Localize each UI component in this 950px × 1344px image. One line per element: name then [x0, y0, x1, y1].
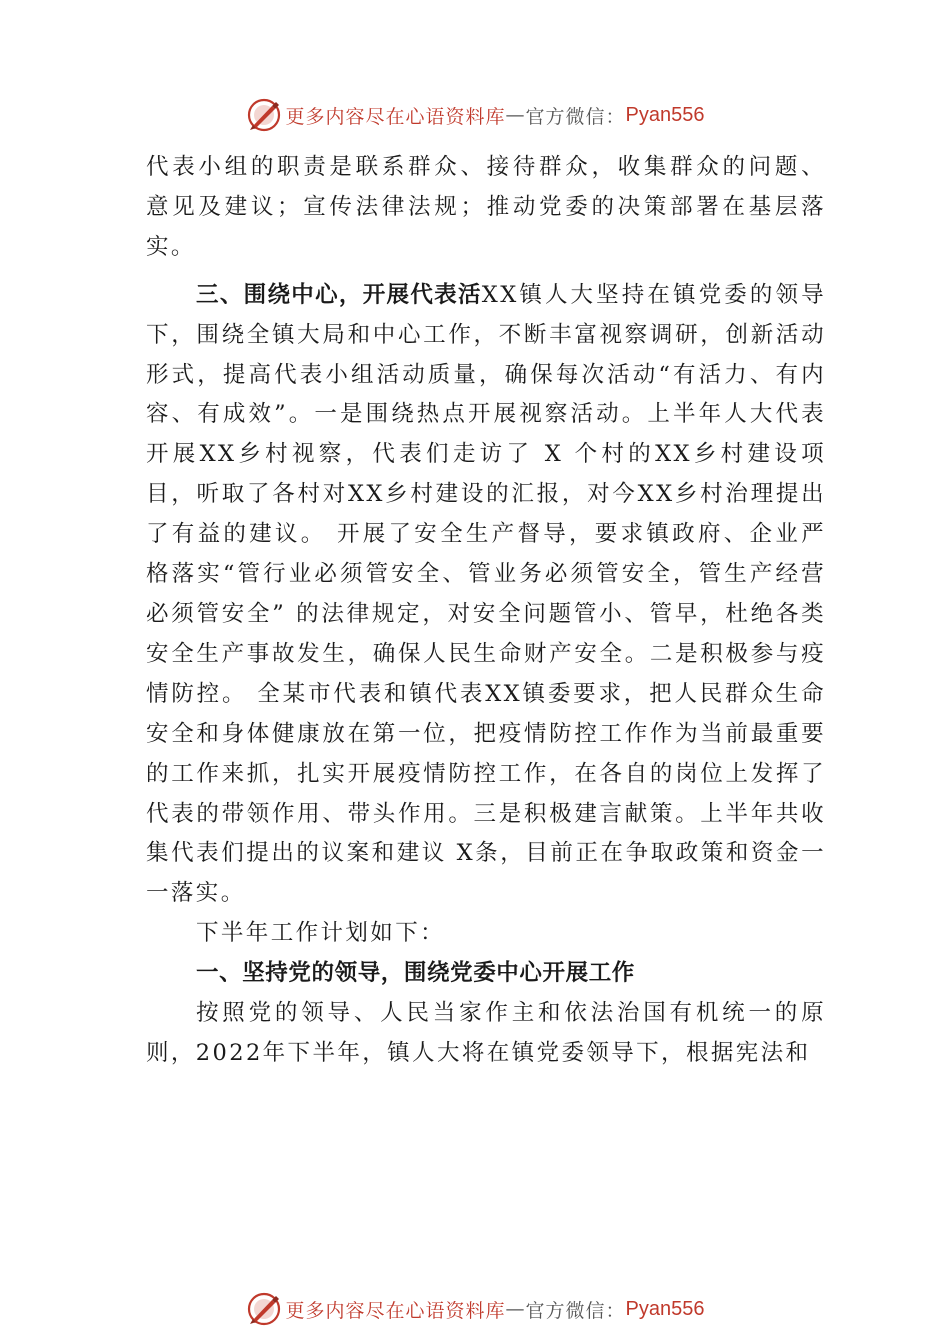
section-three-body: XX镇人大坚持在镇党委的领导下，围绕全镇大局和中心工作，不断丰富视察调研，创新活动形式，提高代表小组活动质量，确保每次活动“有活力、有内容、有成效”。一是围绕热点开展视察活动。上半年人大代表开展XX乡村视察，代表们走访了 X 个村的XX乡村建设项目，听取了各村对XX乡村建设的汇报，对今XX乡村治理提出了有益的建议。 开展了安全生产督导，要求镇政府、企业严格落实“管行业必须管安全、管业务必须管安全，管生产经营必须管安全” 的法律规定，对安全问题管小、管早，杜绝各类安全生产事故发生，确保人民生命财产安全。二是积极参与疫情防控。 全某市代表和镇代表XX镇委要求，把人民群众生命安全和身体健康放在第一位，把疫情防控工作作为当前最重要的工作来抓，扎实开展疫情防控工作，在各自的岗位上发挥了代表的带领作用、带头作用。三是积极建言献策。上半年共收集代表们提出的议案和建议 X条，目前正在争取政策和资金一一落实。 [146, 281, 826, 907]
watermark-wechat-id: Pyan556 [625, 1297, 705, 1320]
paragraph-principle: 按照党的领导、人民当家作主和依法治国有机统一的原则，2022年下半年，镇人大将在镇党委领导下，根据宪法和 [146, 1000, 826, 1066]
watermark-brand: 更多内容尽在心语资料库 [285, 105, 506, 128]
paragraph-duties: 代表小组的职责是联系群众、接待群众，收集群众的问题、 意见及建议；宣传法律法规；推动党委的决策部署在基层落实。 [146, 154, 826, 260]
paragraph-plan-intro: 下半年工作计划如下： [196, 920, 446, 947]
section-three-heading: 三、围绕中心，开展代表活 [196, 281, 482, 308]
watermark-separator: — [505, 104, 526, 126]
paragraph-section-three [146, 276, 826, 915]
watermark-header [0, 95, 950, 135]
watermark-separator: — [505, 1298, 526, 1320]
watermark-brand: 更多内容尽在心语资料库 [285, 1299, 506, 1322]
pen-circle-icon [246, 97, 282, 133]
watermark-footer [0, 1289, 950, 1329]
watermark-wechat-id: Pyan556 [625, 103, 705, 126]
watermark-wechat-label: 官方微信： [525, 105, 626, 128]
watermark-wechat-label: 官方微信： [525, 1299, 626, 1322]
section-one-heading: 一、坚持党的领导，围绕党委中心开展工作 [196, 960, 635, 987]
pen-circle-icon [246, 1291, 282, 1327]
document-body [146, 148, 826, 1074]
